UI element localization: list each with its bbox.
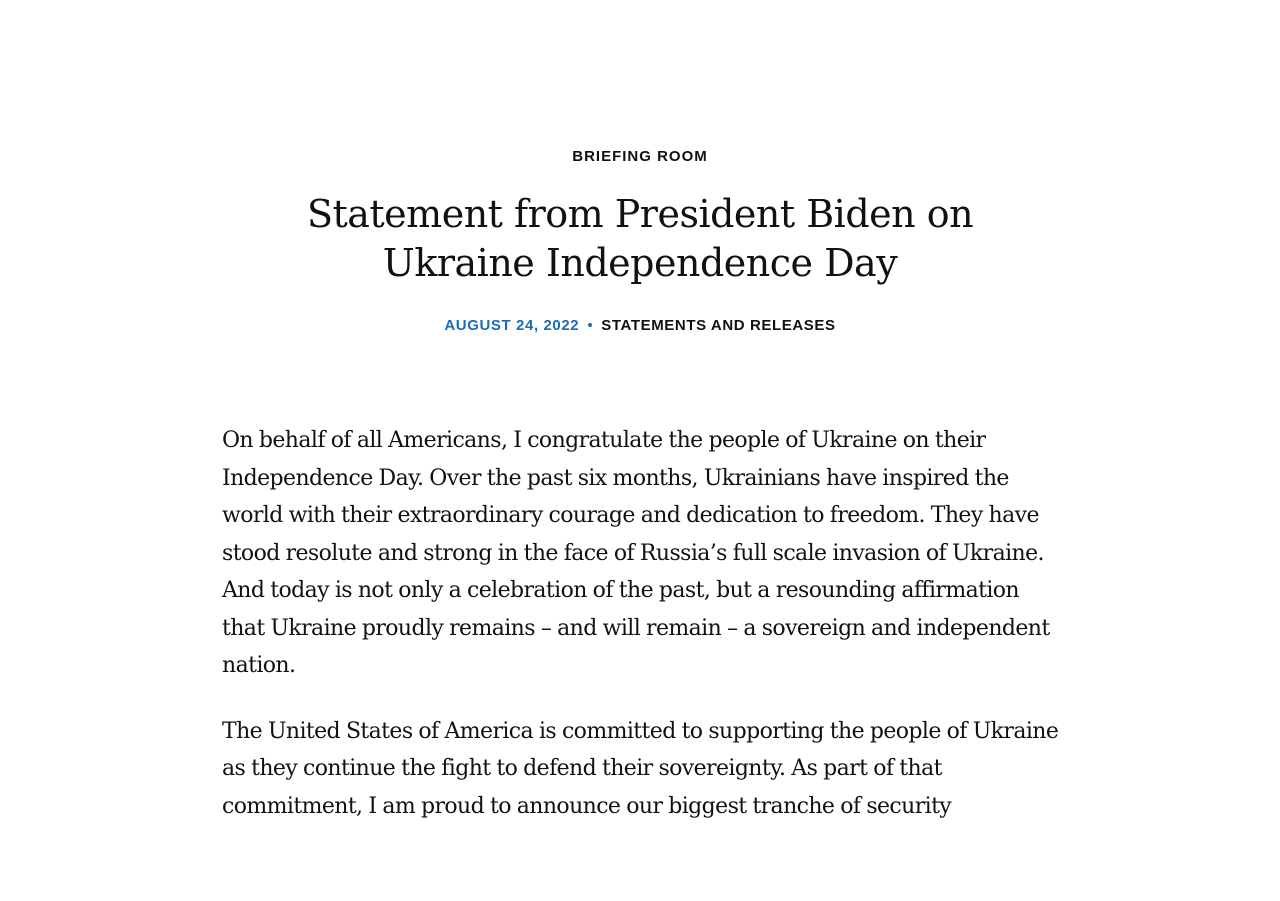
article-title: Statement from President Biden on Ukraine Independence Day (306, 192, 974, 285)
category-link[interactable]: STATEMENTS AND RELEASES (601, 317, 836, 334)
publish-date: AUGUST 24, 2022 (444, 317, 580, 334)
article-paragraph: On behalf of all Americans, I congratulate the people of Ukraine on their Independence Day. Over the past six months, Ukrainians have inspired the world with their extraordinary courage and dedication to freedom. They have stood resolute and strong in the face of Russia’s full scale invasion of Ukraine. And today is not only a celebration of the past, but a resounding affirmation that Ukraine proudly remains – and will remain – a sovereign and independent nation. (222, 428, 1050, 678)
article-body (222, 422, 1067, 853)
article-meta (0, 317, 1280, 334)
article-paragraph: The United States of America is committed to supporting the people of Ukraine as they continue the fight to defend their sovereignty. As part of that commitment, I am proud to announce our biggest tranche of security (222, 718, 1059, 819)
separator-dot-icon (588, 323, 592, 327)
briefing-room-link[interactable]: BRIEFING ROOM (572, 148, 708, 165)
